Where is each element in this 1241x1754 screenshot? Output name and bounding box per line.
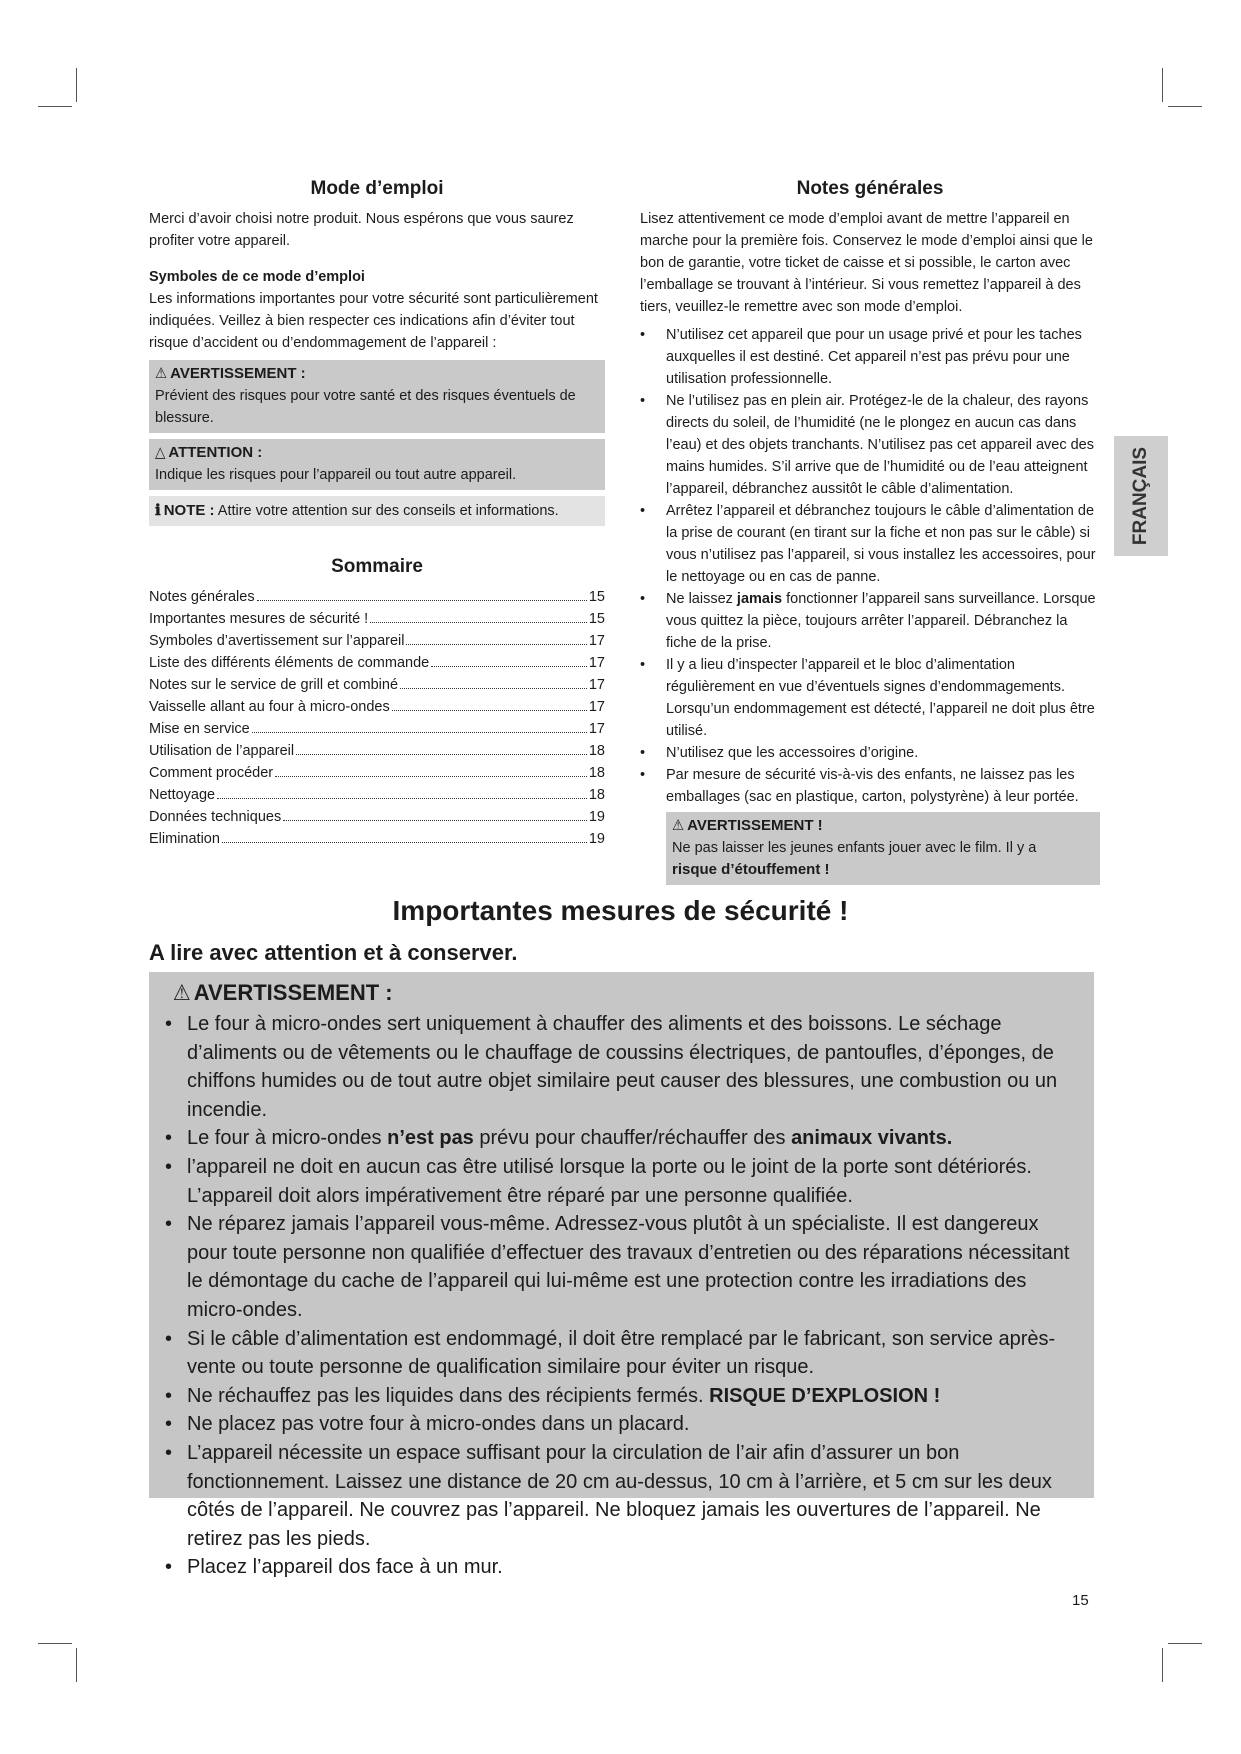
language-tab-label: FRANÇAIS (1130, 446, 1152, 546)
safety-subtitle: A lire avec attention et à conserver. (149, 940, 518, 965)
toc-leader-dots (370, 622, 587, 623)
sommaire-title: Sommaire (331, 556, 423, 577)
mode-emploi-title: Mode d’emploi (310, 178, 444, 199)
left-column (149, 178, 605, 850)
toc-row (149, 630, 605, 652)
toc-row (149, 806, 605, 828)
attention-box (149, 439, 605, 490)
toc-page: 18 (588, 787, 605, 803)
list-item: • N’utilisez cet appareil que pour un usage privé et pour les taches auxquelles il est destiné. Cet appareil n’est pas prévu pour une utilisation professionnelle. (640, 324, 1100, 390)
warning-box (149, 360, 605, 433)
toc-leader-dots (296, 754, 587, 755)
toc-leader-dots (275, 776, 587, 777)
list-item: • Ne l’utilisez pas en plein air. Protégez-le de la chaleur, des rayons directs du soleil, de l’humidité (ne le plongez en aucun cas dans l’eau) et des objets tranchants. N’utilisez pas cet appareil avec des mains humides. S’il arrive que de l’humidité ou de l’eau atteignent l’appareil, débranchez aussitôt le câble d’alimentation. (640, 390, 1100, 500)
toc-label: Comment procéder (149, 765, 274, 781)
safety-title: Importantes mesures de sécurité ! (392, 895, 849, 926)
toc-page: 17 (588, 677, 605, 693)
list-item: • Arrêtez l’appareil et débranchez toujours le câble d’alimentation de la prise de courant (en tirant sur la fiche et non pas sur le câble) si vous n’utilisez pas l’appareil, si vous installez les accessoires, pour le nettoyage ou en cas de panne. (640, 500, 1100, 588)
crop-mark (38, 1643, 72, 1644)
list-item: • Placez l’appareil dos face à un mur. (163, 1553, 1080, 1582)
toc-row (149, 740, 605, 762)
right-column (640, 178, 1100, 885)
list-item: • L’appareil nécessite un espace suffisant pour la circulation de l’air afin d’assurer un bon fonctionnement. Laissez une distance de 20 cm au-dessus, 10 cm à l’arrière, et 5 cm sur les deux côtés de l’appareil. Ne couvrez pas l’appareil. Ne bloquez jamais les ouvertures de l’appareil. Ne retirez pas les pieds. (163, 1439, 1080, 1553)
toc-row (149, 696, 605, 718)
attention-text: Indique les risques pour l’appareil ou tout autre appareil. (155, 467, 517, 483)
toc-label: Vaisselle allant au four à micro-ondes (149, 699, 390, 715)
list-item: • Si le câble d’alimentation est endommagé, il doit être remplacé par le fabricant, son service après-vente ou toute personne de qualification similaire pour éviter un risque. (163, 1325, 1080, 1382)
crop-mark (76, 68, 77, 102)
toc-page: 15 (588, 589, 605, 605)
toc-leader-dots (406, 644, 586, 645)
crop-mark (38, 106, 72, 107)
crop-mark (1162, 1648, 1163, 1682)
notes-intro: Lisez attentivement ce mode d’emploi avant de mettre l’appareil en marche pour la première fois. Conservez le mode d’emploi ainsi que le bon de garantie, votre ticket de caisse et si possible, le carton avec l’emballage se trouvant à l’intérieur. Si vous remettez l’appareil à des tiers, veuillez-le remettre avec son mode d’emploi. (640, 211, 1093, 315)
note-text: Attire votre attention sur des conseils et informations. (217, 503, 559, 519)
toc-leader-dots (400, 688, 587, 689)
toc-row (149, 718, 605, 740)
safety-list (163, 1010, 1080, 1582)
toc-leader-dots (252, 732, 587, 733)
caution-triangle-icon: △ (155, 444, 166, 461)
toc-page: 17 (588, 699, 605, 715)
toc-page: 19 (588, 831, 605, 847)
symbols-text: Les informations importantes pour votre sécurité sont particulièrement indiquées. Veillez à bien respecter ces indications afin d’éviter tout risque d’accident ou d’endommagement de l’appareil : (149, 291, 598, 351)
list-item: • Le four à micro-ondes sert uniquement à chauffer des aliments et des boissons. Le séchage d’aliments ou de vêtements ou le chauffage de coussins électriques, de pantoufles, d’éponges, de chiffons humides ou de tout autre objet similaire peut causer des blessures, une combustion ou un incendie. (163, 1010, 1080, 1124)
list-item: • Ne réparez jamais l’appareil vous-même. Adressez-vous plutôt à un spécialiste. Il est dangereux pour toute personne non qualifiée d’effectuer des travaux d’entretien ou des réparations nécessitant le démontage du cache de l’appareil qui lui-même est une protection contre les irradiations des micro-ondes. (163, 1210, 1080, 1324)
toc-label: Symboles d’avertissement sur l’appareil (149, 633, 405, 649)
toc-row (149, 586, 605, 608)
toc-leader-dots (217, 798, 587, 799)
list-item: • Ne réchauffez pas les liquides dans des récipients fermés. RISQUE D’EXPLOSION ! (163, 1382, 1080, 1411)
toc-leader-dots (257, 600, 587, 601)
warning-text: Prévient des risques pour votre santé et des risques éventuels de blessure. (155, 388, 576, 426)
toc-row (149, 784, 605, 806)
toc-row (149, 652, 605, 674)
toc-label: Liste des différents éléments de commande (149, 655, 430, 671)
toc-page: 18 (588, 743, 605, 759)
warning-triangle-icon: ⚠ (173, 980, 191, 1005)
note-label: NOTE : (163, 502, 215, 519)
note-box (149, 496, 605, 526)
language-tab (1114, 436, 1168, 556)
child-warning-box (666, 812, 1100, 885)
toc-page: 17 (588, 655, 605, 671)
toc-label: Données techniques (149, 809, 282, 825)
child-warning-text: Ne pas laisser les jeunes enfants jouer avec le film. Il y a (672, 840, 1037, 856)
warning-label: AVERTISSEMENT : (170, 365, 306, 382)
list-item: • Le four à micro-ondes n’est pas prévu pour chauffer/réchauffer des animaux vivants. (163, 1124, 1080, 1153)
crop-mark (1168, 106, 1202, 107)
list-item: • Ne laissez jamais fonctionner l’appareil sans surveillance. Lorsque vous quittez la pièce, toujours arrêter l’appareil. Débranchez la fiche de la prise. (640, 588, 1100, 654)
toc-label: Utilisation de l’appareil (149, 743, 295, 759)
child-warning-bold: risque d’étouffement ! (672, 861, 830, 878)
warning-triangle-icon: ⚠ (672, 817, 685, 834)
toc-row (149, 828, 605, 850)
list-item: • Par mesure de sécurité vis-à-vis des enfants, ne laissez pas les emballages (sac en plastique, carton, polystyrène) à leur portée. (640, 764, 1100, 808)
table-of-contents (149, 586, 605, 850)
toc-leader-dots (431, 666, 587, 667)
toc-leader-dots (392, 710, 587, 711)
info-icon: ℹ (155, 501, 161, 519)
safety-warning-box (149, 972, 1094, 1579)
notes-generales-title: Notes générales (796, 178, 944, 199)
toc-leader-dots (283, 820, 587, 821)
list-item: • Ne placez pas votre four à micro-ondes dans un placard. (163, 1410, 1080, 1439)
symbols-title: Symboles de ce mode d’emploi (149, 269, 365, 285)
toc-page: 15 (588, 611, 605, 627)
toc-row (149, 608, 605, 630)
page-number: 15 (1072, 1592, 1089, 1609)
child-warning-label: AVERTISSEMENT ! (687, 817, 823, 834)
toc-page: 18 (588, 765, 605, 781)
list-item: • N’utilisez que les accessoires d’origine. (640, 742, 1100, 764)
toc-label: Importantes mesures de sécurité ! (149, 611, 369, 627)
toc-label: Elimination (149, 831, 220, 847)
intro-text: Merci d’avoir choisi notre produit. Nous espérons que vous saurez profiter votre appareil. (149, 211, 574, 249)
crop-mark (76, 1648, 77, 1682)
safety-warning-label: AVERTISSEMENT : (193, 980, 393, 1005)
notes-list (640, 324, 1100, 808)
list-item: • l’appareil ne doit en aucun cas être utilisé lorsque la porte ou le joint de la porte sont détériorés. L’appareil doit alors impérativement être réparé par une personne qualifiée. (163, 1153, 1080, 1210)
toc-row (149, 762, 605, 784)
toc-label: Notes générales (149, 589, 255, 605)
attention-label: ATTENTION : (168, 444, 263, 461)
list-item: • Il y a lieu d’inspecter l’appareil et le bloc d’alimentation régulièrement en vue d’éventuels signes d’endommagements. Lorsqu’un endommagement est détecté, l’appareil ne doit plus être utilisé. (640, 654, 1100, 742)
toc-page: 17 (588, 721, 605, 737)
toc-row (149, 674, 605, 696)
toc-page: 17 (588, 633, 605, 649)
warning-triangle-icon: ⚠ (155, 365, 168, 382)
toc-label: Mise en service (149, 721, 250, 737)
crop-mark (1168, 1643, 1202, 1644)
toc-page: 19 (588, 809, 605, 825)
toc-label: Nettoyage (149, 787, 216, 803)
toc-label: Notes sur le service de grill et combiné (149, 677, 399, 693)
toc-leader-dots (222, 842, 587, 843)
crop-mark (1162, 68, 1163, 102)
